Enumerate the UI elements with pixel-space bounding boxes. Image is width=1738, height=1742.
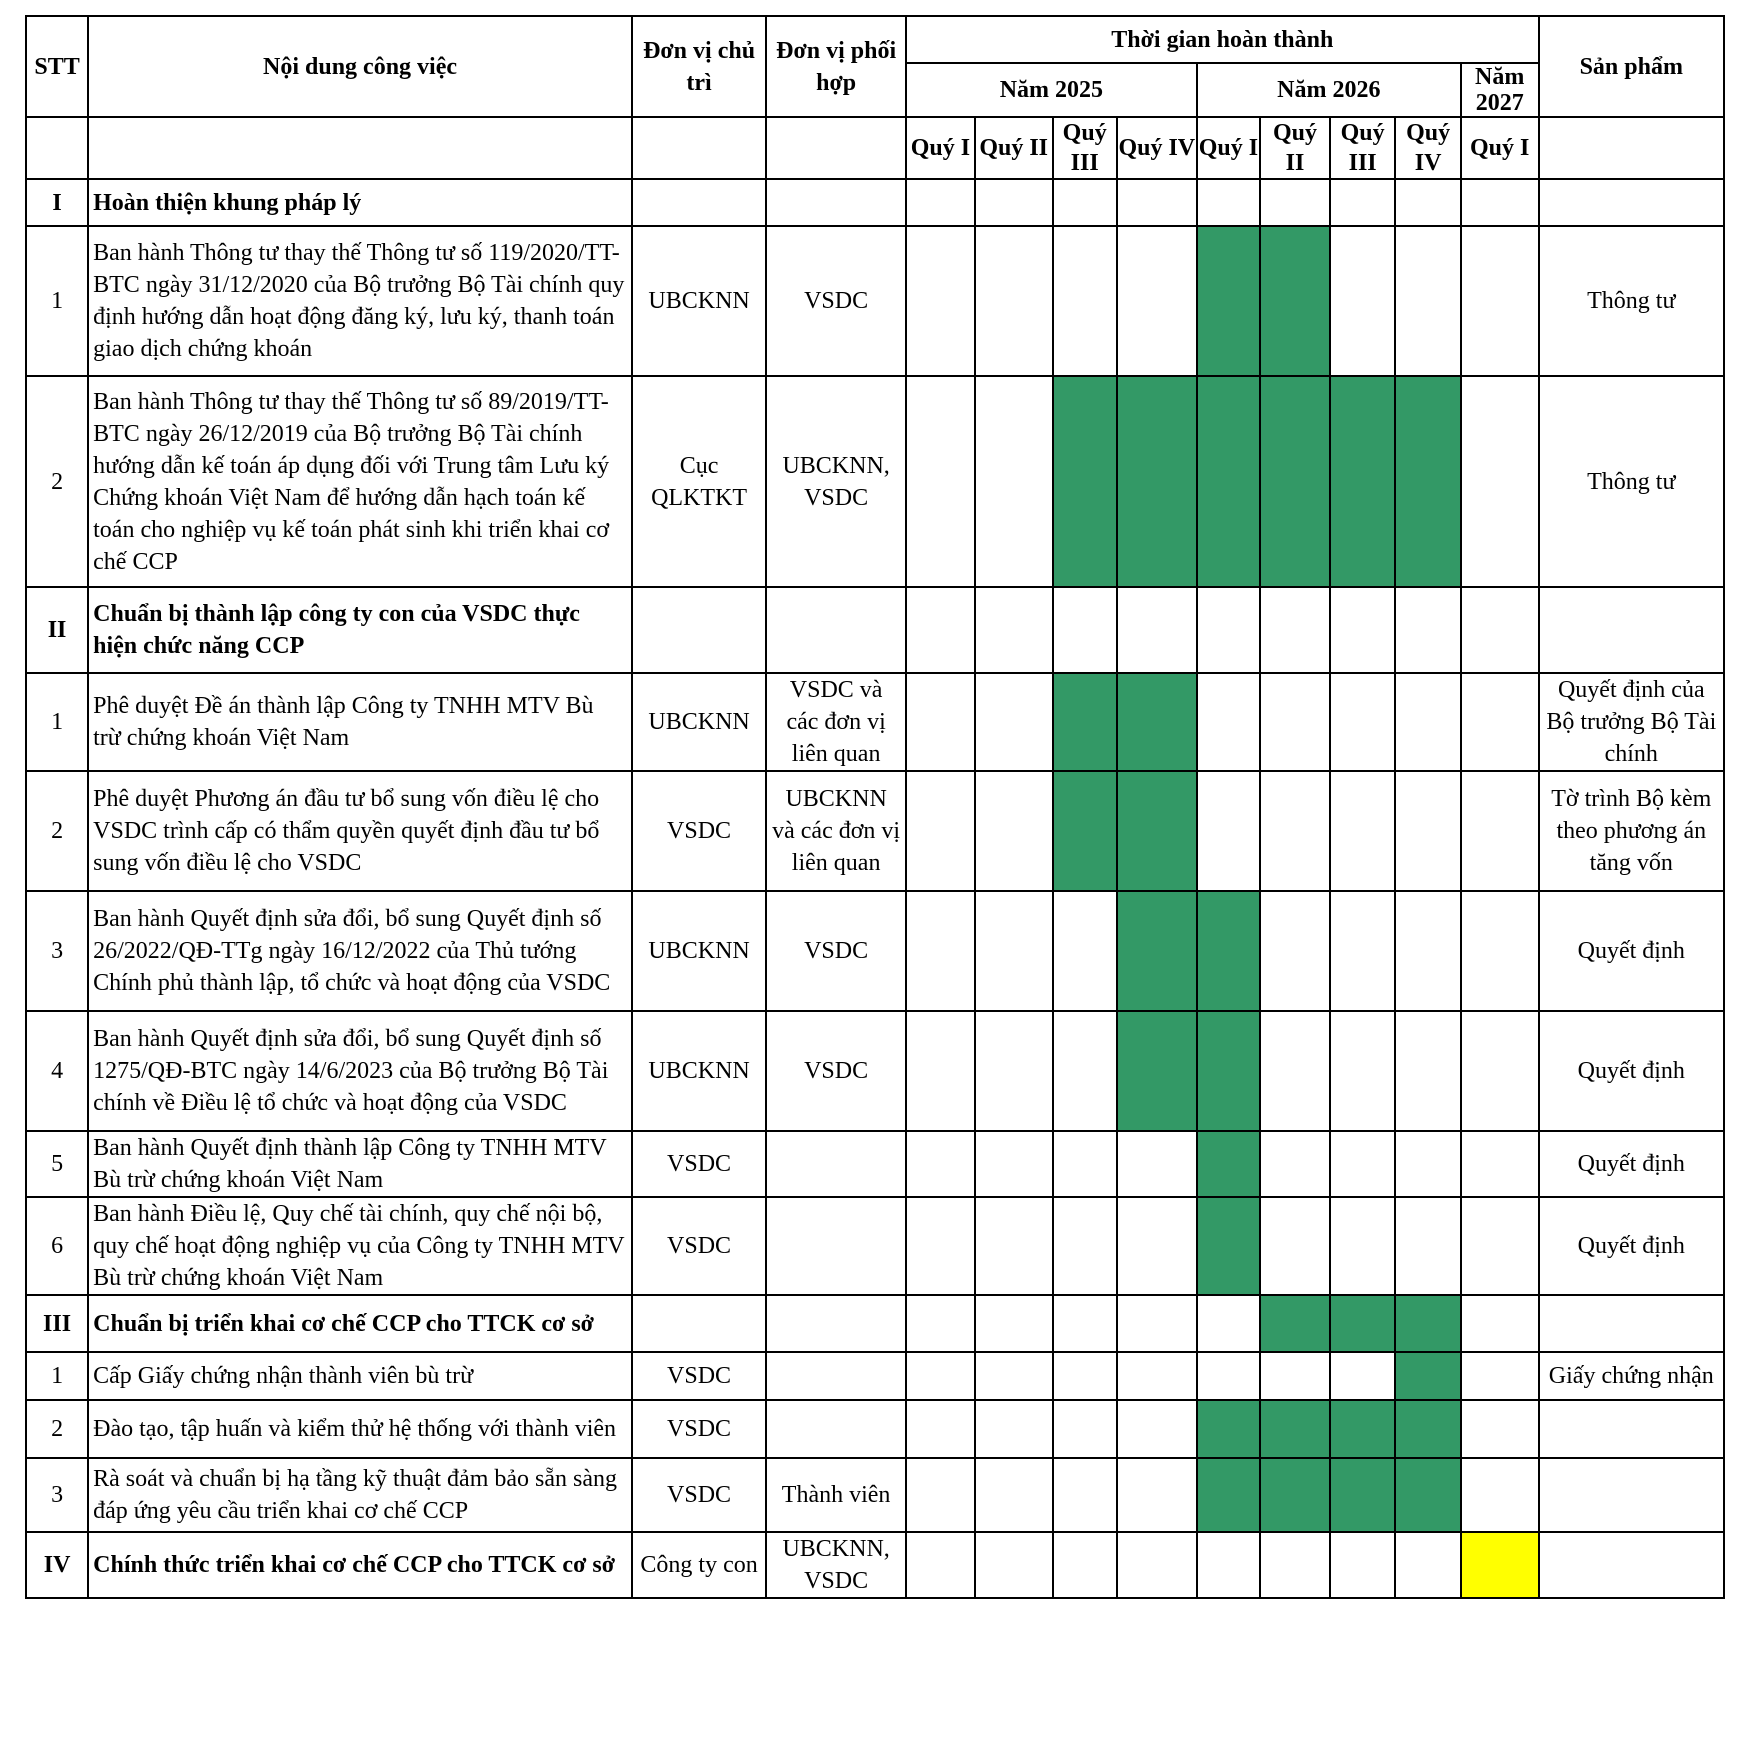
timeline-cell-q6 <box>1260 1352 1330 1400</box>
row-lead-unit <box>632 1295 766 1352</box>
timeline-cell-q8 <box>1395 771 1460 891</box>
row-lead-unit: UBCKNN <box>632 673 766 771</box>
row-stt: 1 <box>26 226 88 376</box>
timeline-cell-q8 <box>1395 673 1460 771</box>
timeline-cell-q4 <box>1117 226 1197 376</box>
timeline-cell-q8 <box>1395 226 1460 376</box>
row-lead-unit: Cục QLKTKT <box>632 376 766 587</box>
row-coordinating-unit: VSDC <box>766 226 906 376</box>
timeline-cell-q9 <box>1461 1458 1539 1532</box>
row-coordinating-unit: UBCKNN, VSDC <box>766 1532 906 1598</box>
timeline-cell-q4 <box>1117 587 1197 673</box>
row-lead-unit: VSDC <box>632 1458 766 1532</box>
timeline-cell-q3 <box>1053 891 1117 1011</box>
section-row <box>26 587 1724 673</box>
timeline-cell-active <box>1330 376 1395 587</box>
timeline-cell-q4 <box>1117 1295 1197 1352</box>
timeline-cell-q8 <box>1395 1197 1460 1295</box>
timeline-cell-q2 <box>975 1458 1053 1532</box>
timeline-cell-q2 <box>975 179 1053 226</box>
timeline-cell-q7 <box>1330 1131 1395 1197</box>
timeline-cell-q5 <box>1197 771 1260 891</box>
timeline-cell-active <box>1260 1458 1330 1532</box>
timeline-cell-active <box>1330 1400 1395 1458</box>
timeline-cell-q5 <box>1197 1352 1260 1400</box>
quarter-header: Quý IV <box>1395 117 1460 179</box>
quarter-row <box>26 117 1724 179</box>
row-content: Phê duyệt Phương án đầu tư bổ sung vốn điều lệ cho VSDC trình cấp có thẩm quyền quyết định đầu tư bổ sung vốn điều lệ cho VSDC <box>88 771 632 891</box>
row-coordinating-unit <box>766 1197 906 1295</box>
timeline-cell-q6 <box>1260 179 1330 226</box>
row-product: Quyết định <box>1539 891 1724 1011</box>
section-row <box>26 1295 1724 1352</box>
timeline-cell-q9 <box>1461 376 1539 587</box>
timeline-cell-q2 <box>975 1011 1053 1131</box>
timeline-cell-q2 <box>975 1400 1053 1458</box>
timeline-cell-q7 <box>1330 771 1395 891</box>
blank-cell <box>632 117 766 179</box>
timeline-cell-q6 <box>1260 771 1330 891</box>
timeline-cell-q5 <box>1197 179 1260 226</box>
timeline-cell-q1 <box>906 226 975 376</box>
timeline-cell-q1 <box>906 1400 975 1458</box>
row-lead-unit <box>632 587 766 673</box>
timeline-cell-q5 <box>1197 673 1260 771</box>
timeline-cell-q9 <box>1461 1400 1539 1458</box>
row-lead-unit: Công ty con <box>632 1532 766 1598</box>
timeline-cell-q3 <box>1053 1458 1117 1532</box>
timeline-cell-q6 <box>1260 587 1330 673</box>
timeline-cell-q4 <box>1117 1131 1197 1197</box>
row-product <box>1539 1400 1724 1458</box>
timeline-cell-launch <box>1461 1532 1539 1598</box>
timeline-cell-q2 <box>975 587 1053 673</box>
timeline-cell-q1 <box>906 179 975 226</box>
task-row <box>26 1131 1724 1197</box>
timeline-cell-q9 <box>1461 673 1539 771</box>
row-coordinating-unit <box>766 1352 906 1400</box>
row-content: Chuẩn bị triển khai cơ chế CCP cho TTCK cơ sở <box>88 1295 632 1352</box>
timeline-cell-q4 <box>1117 1352 1197 1400</box>
timeline-cell-q3 <box>1053 1400 1117 1458</box>
timeline-cell-q4 <box>1117 179 1197 226</box>
timeline-cell-q3 <box>1053 1352 1117 1400</box>
timeline-cell-q2 <box>975 376 1053 587</box>
timeline-cell-q9 <box>1461 1011 1539 1131</box>
row-content: Chuẩn bị thành lập công ty con của VSDC thực hiện chức năng CCP <box>88 587 632 673</box>
timeline-cell-active <box>1117 673 1197 771</box>
row-stt: 5 <box>26 1131 88 1197</box>
row-coordinating-unit <box>766 1131 906 1197</box>
timeline-cell-q2 <box>975 771 1053 891</box>
quarter-header: Quý I <box>1197 117 1260 179</box>
timeline-cell-q7 <box>1330 179 1395 226</box>
row-coordinating-unit <box>766 1400 906 1458</box>
row-content: Rà soát và chuẩn bị hạ tầng kỹ thuật đảm bảo sẵn sàng đáp ứng yêu cầu triển khai cơ chế CCP <box>88 1458 632 1532</box>
timeline-cell-active <box>1395 1400 1460 1458</box>
row-stt: 2 <box>26 376 88 587</box>
timeline-cell-q8 <box>1395 587 1460 673</box>
quarter-header: Quý III <box>1330 117 1395 179</box>
row-product: Giấy chứng nhận <box>1539 1352 1724 1400</box>
header-product: Sản phẩm <box>1539 16 1724 117</box>
row-lead-unit: VSDC <box>632 1400 766 1458</box>
timeline-cell-q9 <box>1461 587 1539 673</box>
row-stt: III <box>26 1295 88 1352</box>
row-stt: 1 <box>26 673 88 771</box>
timeline-cell-q9 <box>1461 1295 1539 1352</box>
timeline-cell-active <box>1395 1458 1460 1532</box>
row-coordinating-unit: VSDC <box>766 1011 906 1131</box>
row-stt: 2 <box>26 771 88 891</box>
quarter-header: Quý III <box>1053 117 1117 179</box>
timeline-cell-q7 <box>1330 891 1395 1011</box>
timeline-cell-q6 <box>1260 1131 1330 1197</box>
row-lead-unit <box>632 179 766 226</box>
row-stt: II <box>26 587 88 673</box>
timeline-cell-q1 <box>906 1295 975 1352</box>
row-product: Quyết định của Bộ trưởng Bộ Tài chính <box>1539 673 1724 771</box>
row-product <box>1539 1295 1724 1352</box>
timeline-cell-q9 <box>1461 179 1539 226</box>
header-content: Nội dung công việc <box>88 16 632 117</box>
task-row <box>26 771 1724 891</box>
task-row <box>26 1197 1724 1295</box>
timeline-cell-active <box>1117 376 1197 587</box>
row-coordinating-unit: Thành viên <box>766 1458 906 1532</box>
timeline-cell-q3 <box>1053 1295 1117 1352</box>
header-completion-time: Thời gian hoàn thành <box>906 16 1539 63</box>
timeline-cell-active <box>1260 376 1330 587</box>
timeline-cell-q7 <box>1330 1352 1395 1400</box>
row-content: Cấp Giấy chứng nhận thành viên bù trừ <box>88 1352 632 1400</box>
timeline-cell-q5 <box>1197 1295 1260 1352</box>
timeline-cell-q9 <box>1461 1131 1539 1197</box>
task-row <box>26 1400 1724 1458</box>
timeline-cell-q6 <box>1260 673 1330 771</box>
timeline-cell-q3 <box>1053 1131 1117 1197</box>
header-year-2027: Năm 2027 <box>1461 63 1539 117</box>
plan-table <box>25 15 1725 1599</box>
row-stt: 2 <box>26 1400 88 1458</box>
blank-cell <box>88 117 632 179</box>
row-content: Chính thức triển khai cơ chế CCP cho TTCK cơ sở <box>88 1532 632 1598</box>
quarter-header: Quý I <box>1461 117 1539 179</box>
quarter-header: Quý II <box>975 117 1053 179</box>
timeline-cell-active <box>1117 771 1197 891</box>
row-product: Quyết định <box>1539 1197 1724 1295</box>
header-lead-unit: Đơn vị chủ trì <box>632 16 766 117</box>
timeline-cell-q5 <box>1197 1532 1260 1598</box>
timeline-cell-q6 <box>1260 1532 1330 1598</box>
row-content: Ban hành Quyết định thành lập Công ty TNHH MTV Bù trừ chứng khoán Việt Nam <box>88 1131 632 1197</box>
row-product: Thông tư <box>1539 226 1724 376</box>
timeline-cell-q1 <box>906 771 975 891</box>
timeline-cell-q4 <box>1117 1458 1197 1532</box>
row-product <box>1539 1532 1724 1598</box>
row-coordinating-unit: VSDC <box>766 891 906 1011</box>
timeline-cell-q7 <box>1330 1011 1395 1131</box>
timeline-cell-q6 <box>1260 1011 1330 1131</box>
timeline-cell-q7 <box>1330 1532 1395 1598</box>
timeline-cell-q1 <box>906 891 975 1011</box>
timeline-cell-q5 <box>1197 587 1260 673</box>
row-stt: 3 <box>26 1458 88 1532</box>
row-content: Hoàn thiện khung pháp lý <box>88 179 632 226</box>
timeline-cell-q6 <box>1260 1197 1330 1295</box>
timeline-cell-q4 <box>1117 1197 1197 1295</box>
header-stt: STT <box>26 16 88 117</box>
timeline-cell-q2 <box>975 1532 1053 1598</box>
timeline-cell-q4 <box>1117 1400 1197 1458</box>
row-product <box>1539 179 1724 226</box>
timeline-cell-active <box>1197 1011 1260 1131</box>
row-stt: 6 <box>26 1197 88 1295</box>
row-coordinating-unit: UBCKNN và các đơn vị liên quan <box>766 771 906 891</box>
timeline-cell-active <box>1197 376 1260 587</box>
timeline-cell-active <box>1260 226 1330 376</box>
timeline-cell-q8 <box>1395 179 1460 226</box>
row-coordinating-unit: UBCKNN, VSDC <box>766 376 906 587</box>
timeline-cell-active <box>1117 891 1197 1011</box>
timeline-cell-q9 <box>1461 1197 1539 1295</box>
timeline-cell-active <box>1197 226 1260 376</box>
timeline-cell-q8 <box>1395 1131 1460 1197</box>
row-lead-unit: VSDC <box>632 1352 766 1400</box>
timeline-cell-q6 <box>1260 891 1330 1011</box>
timeline-cell-q8 <box>1395 1532 1460 1598</box>
timeline-cell-active <box>1053 673 1117 771</box>
row-content: Phê duyệt Đề án thành lập Công ty TNHH MTV Bù trừ chứng khoán Việt Nam <box>88 673 632 771</box>
row-lead-unit: UBCKNN <box>632 1011 766 1131</box>
plan-rows <box>26 179 1724 1598</box>
row-content: Ban hành Quyết định sửa đổi, bổ sung Quyết định số 26/2022/QĐ-TTg ngày 16/12/2022 của Thủ tướng Chính phủ thành lập, tổ chức và hoạt động của VSDC <box>88 891 632 1011</box>
row-coordinating-unit: VSDC và các đơn vị liên quan <box>766 673 906 771</box>
row-lead-unit: UBCKNN <box>632 226 766 376</box>
timeline-cell-q3 <box>1053 226 1117 376</box>
timeline-cell-active <box>1197 1197 1260 1295</box>
timeline-cell-active <box>1395 376 1460 587</box>
row-product: Tờ trình Bộ kèm theo phương án tăng vốn <box>1539 771 1724 891</box>
row-lead-unit: VSDC <box>632 1131 766 1197</box>
row-product: Quyết định <box>1539 1131 1724 1197</box>
blank-cell <box>26 117 88 179</box>
row-stt: I <box>26 179 88 226</box>
timeline-cell-q1 <box>906 673 975 771</box>
section-row <box>26 1532 1724 1598</box>
timeline-cell-q1 <box>906 1011 975 1131</box>
task-row <box>26 673 1724 771</box>
section-row <box>26 179 1724 226</box>
timeline-cell-active <box>1197 1131 1260 1197</box>
timeline-cell-q2 <box>975 1131 1053 1197</box>
timeline-cell-active <box>1053 376 1117 587</box>
timeline-cell-active <box>1330 1458 1395 1532</box>
timeline-cell-q2 <box>975 1295 1053 1352</box>
timeline-cell-q9 <box>1461 226 1539 376</box>
timeline-cell-q7 <box>1330 673 1395 771</box>
header-year-2025: Năm 2025 <box>906 63 1197 117</box>
timeline-cell-q8 <box>1395 1011 1460 1131</box>
timeline-cell-q2 <box>975 1197 1053 1295</box>
timeline-cell-q2 <box>975 1352 1053 1400</box>
timeline-cell-q4 <box>1117 1532 1197 1598</box>
timeline-cell-q7 <box>1330 226 1395 376</box>
row-content: Đào tạo, tập huấn và kiểm thử hệ thống với thành viên <box>88 1400 632 1458</box>
timeline-cell-active <box>1117 1011 1197 1131</box>
timeline-cell-active <box>1260 1295 1330 1352</box>
row-content: Ban hành Thông tư thay thế Thông tư số 119/2020/TT-BTC ngày 31/12/2020 của Bộ trưởng Bộ Tài chính quy định hướng dẫn hoạt động đăng ký, lưu ký, thanh toán giao dịch chứng khoán <box>88 226 632 376</box>
task-row <box>26 1352 1724 1400</box>
timeline-cell-q1 <box>906 376 975 587</box>
timeline-cell-q1 <box>906 1131 975 1197</box>
quarter-header: Quý II <box>1260 117 1330 179</box>
timeline-cell-q3 <box>1053 1532 1117 1598</box>
timeline-cell-q3 <box>1053 587 1117 673</box>
row-product: Quyết định <box>1539 1011 1724 1131</box>
row-coordinating-unit <box>766 179 906 226</box>
timeline-cell-q9 <box>1461 771 1539 891</box>
timeline-cell-q2 <box>975 673 1053 771</box>
timeline-cell-q2 <box>975 226 1053 376</box>
timeline-cell-active <box>1395 1295 1460 1352</box>
task-row <box>26 1011 1724 1131</box>
row-stt: 1 <box>26 1352 88 1400</box>
timeline-cell-q7 <box>1330 587 1395 673</box>
header-year-2026: Năm 2026 <box>1197 63 1461 117</box>
timeline-cell-active <box>1395 1352 1460 1400</box>
timeline-cell-q7 <box>1330 1197 1395 1295</box>
timeline-cell-q1 <box>906 1352 975 1400</box>
timeline-cell-q3 <box>1053 179 1117 226</box>
row-product <box>1539 1458 1724 1532</box>
timeline-cell-q3 <box>1053 1011 1117 1131</box>
row-coordinating-unit <box>766 587 906 673</box>
row-lead-unit: VSDC <box>632 1197 766 1295</box>
timeline-cell-active <box>1197 891 1260 1011</box>
timeline-cell-q2 <box>975 891 1053 1011</box>
timeline-cell-active <box>1197 1400 1260 1458</box>
row-coordinating-unit <box>766 1295 906 1352</box>
blank-cell <box>766 117 906 179</box>
quarter-header: Quý IV <box>1117 117 1197 179</box>
quarter-header: Quý I <box>906 117 975 179</box>
timeline-cell-active <box>1197 1458 1260 1532</box>
task-row <box>26 891 1724 1011</box>
timeline-cell-q3 <box>1053 1197 1117 1295</box>
timeline-cell-q1 <box>906 1458 975 1532</box>
task-row <box>26 1458 1724 1532</box>
row-content: Ban hành Quyết định sửa đổi, bổ sung Quyết định số 1275/QĐ-BTC ngày 14/6/2023 của Bộ trưởng Bộ Tài chính về Điều lệ tổ chức và hoạt động của VSDC <box>88 1011 632 1131</box>
row-lead-unit: VSDC <box>632 771 766 891</box>
timeline-cell-q1 <box>906 1532 975 1598</box>
row-stt: 3 <box>26 891 88 1011</box>
task-row <box>26 376 1724 587</box>
header-coordinating-unit: Đơn vị phối hợp <box>766 16 906 117</box>
blank-cell <box>1539 117 1724 179</box>
timeline-cell-active <box>1260 1400 1330 1458</box>
row-lead-unit: UBCKNN <box>632 891 766 1011</box>
timeline-cell-active <box>1330 1295 1395 1352</box>
row-stt: IV <box>26 1532 88 1598</box>
row-product: Thông tư <box>1539 376 1724 587</box>
row-content: Ban hành Điều lệ, Quy chế tài chính, quy chế nội bộ, quy chế hoạt động nghiệp vụ của Công ty TNHH MTV Bù trừ chứng khoán Việt Nam <box>88 1197 632 1295</box>
timeline-cell-q8 <box>1395 891 1460 1011</box>
task-row <box>26 226 1724 376</box>
row-product <box>1539 587 1724 673</box>
timeline-cell-q9 <box>1461 891 1539 1011</box>
row-content: Ban hành Thông tư thay thế Thông tư số 89/2019/TT-BTC ngày 26/12/2019 của Bộ trưởng Bộ Tài chính hướng dẫn kế toán áp dụng đối với Trung tâm Lưu ký Chứng khoán Việt Nam để hướng dẫn hạch toán kế toán cho nghiệp vụ kế toán phát sinh khi triển khai cơ chế CCP <box>88 376 632 587</box>
timeline-cell-q1 <box>906 1197 975 1295</box>
row-stt: 4 <box>26 1011 88 1131</box>
timeline-cell-q9 <box>1461 1352 1539 1400</box>
timeline-cell-active <box>1053 771 1117 891</box>
timeline-cell-q1 <box>906 587 975 673</box>
